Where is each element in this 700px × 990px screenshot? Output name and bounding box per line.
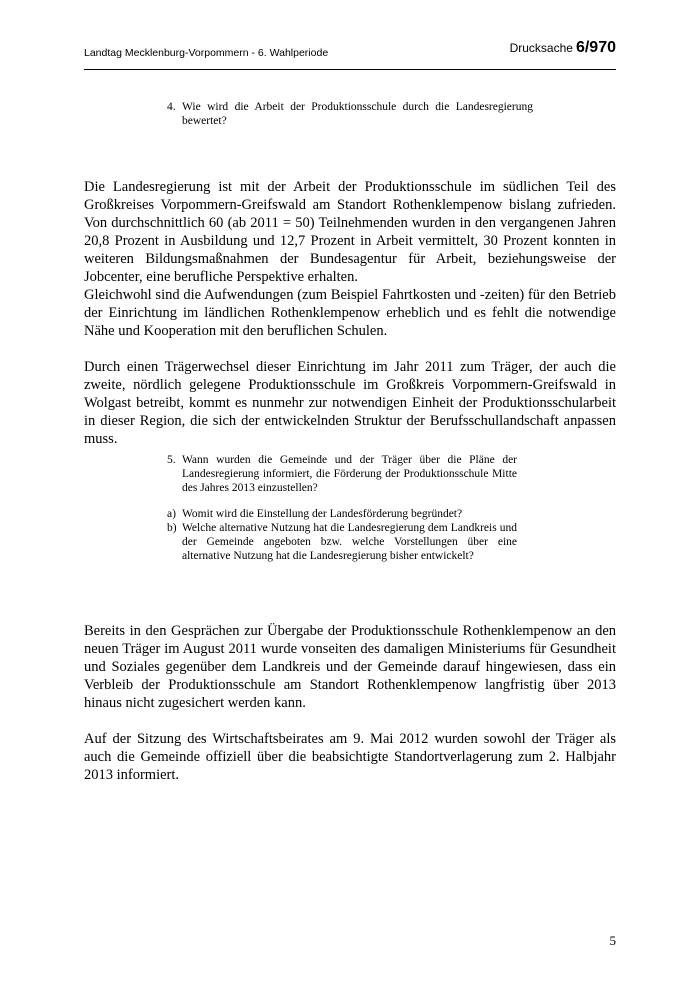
sub-question-letter: a) <box>167 508 176 520</box>
question-number: 4. <box>167 101 176 113</box>
question-5 <box>167 453 517 563</box>
sub-question-a <box>167 507 517 521</box>
question-text: Wie wird die Arbeit der Produktionsschule durch die Landesregierung bewertet? <box>182 101 533 127</box>
header-document-id <box>510 39 616 57</box>
sub-question-letter: b) <box>167 522 177 534</box>
answer-paragraph: Durch einen Trägerwechsel dieser Einrichtung im Jahr 2011 zum Träger, der auch die zweite, nördlich gelegene Produktionsschule im Großkreis Vorpommern-Greifswald in Wolgast betreibt, kommt es nunmehr zur notwendigen Einheit der Produktionsschularbeit in dieser Region, die sich der entwickelnden Struktur der Berufsschullandschaft anpassen muss. <box>84 359 616 447</box>
answer-4 <box>84 178 616 448</box>
answer-5 <box>84 622 616 784</box>
sub-question-b <box>167 521 517 563</box>
question-4 <box>167 100 533 128</box>
header-divider <box>84 69 616 70</box>
question-number: 5. <box>167 454 176 466</box>
answer-paragraph: Bereits in den Gesprächen zur Übergabe der Produktionsschule Rothenklempenow an den neuen Träger im August 2011 wurde vonseiten des damaligen Ministeriums für Gesundheit und Soziales gegenüber dem Landkreis und der Gemeinde darauf hingewiesen, dass ein Verbleib der Produktionsschule am Standort Rothenklempenow langfristig über 2013 hinaus nicht zugesichert werden kann. <box>84 623 616 711</box>
page-number: 5 <box>609 933 616 948</box>
answer-paragraph: Gleichwohl sind die Aufwendungen (zum Beispiel Fahrtkosten und -zeiten) für den Betrieb der Einrichtung im ländlichen Rothenklempenow erheblich und es fehlt die notwendige Nähe und Kooperation mit den beruflichen Schulen. <box>84 287 616 339</box>
question-text: Wann wurden die Gemeinde und der Träger über die Pläne der Landesregierung informiert, die Förderung der Produktionsschule Mitte des Jahres 2013 einzustellen? <box>182 454 517 494</box>
sub-question-text: Womit wird die Einstellung der Landesförderung begründet? <box>182 508 463 520</box>
answer-paragraph: Die Landesregierung ist mit der Arbeit der Produktionsschule im südlichen Teil des Großkreises Vorpommern-Greifswald am Standort Rothenklempenow bislang zufrieden. Von durchschnittlich 60 (ab 2011 = 50) Teilnehmenden wurden in den vergangenen Jahren 20,8 Prozent in Ausbildung und 12,7 Prozent in Arbeit vermittelt, 30 Prozent konnten in weiteren Bildungsmaßnahmen der Bundesagentur für Arbeit, beziehungsweise der Jobcenter, eine berufliche Perspektive erhalten. <box>84 179 616 285</box>
sub-question-text: Welche alternative Nutzung hat die Landesregierung dem Landkreis und der Gemeinde angeboten bzw. welche Vorstellungen über eine alternative Nutzung hat die Landesregierung bisher entwickelt? <box>182 522 517 562</box>
document-number: 6/970 <box>575 39 616 56</box>
answer-paragraph: Auf der Sitzung des Wirtschaftsbeirates am 9. Mai 2012 wurden sowohl der Träger als auch die Gemeinde offiziell über die beabsichtigte Standortverlagerung zum 2. Halbjahr 2013 informiert. <box>84 731 616 783</box>
document-label: Drucksache <box>509 41 573 55</box>
header-parliament-title: Landtag Mecklenburg-Vorpommern - 6. Wahlperiode <box>84 47 329 59</box>
